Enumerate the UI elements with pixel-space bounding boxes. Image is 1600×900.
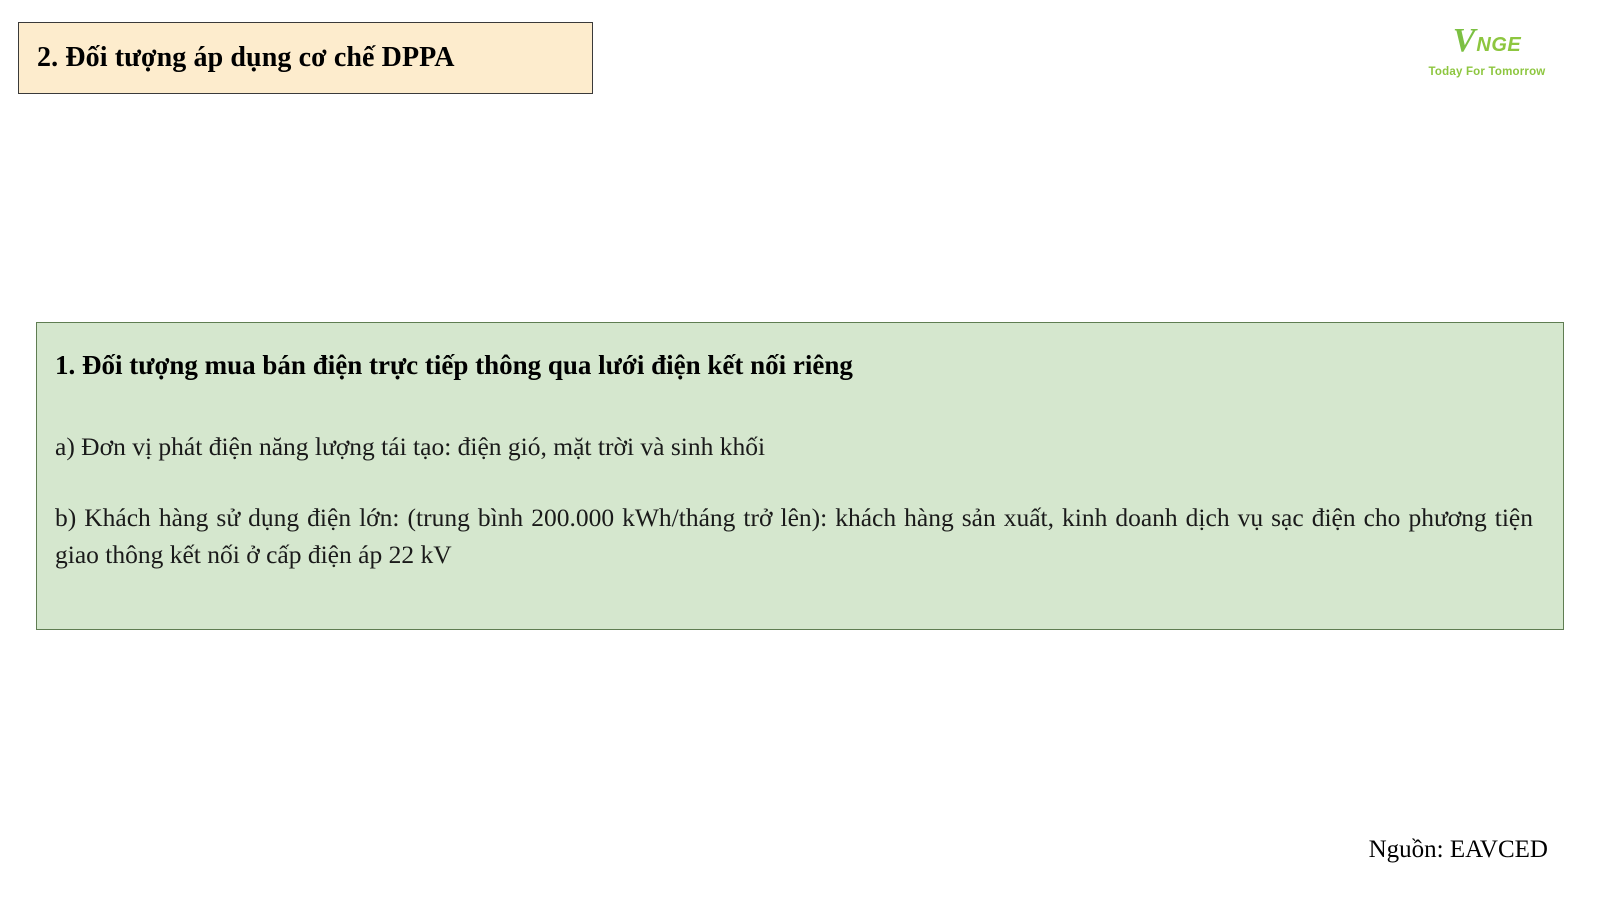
spacer-above-item-b [55, 466, 1533, 500]
logo-name-text: NGE [1476, 34, 1522, 56]
page-title: 2. Đối tượng áp dụng cơ chế DPPA [37, 42, 455, 73]
spacer-above-item-a [55, 393, 1533, 429]
logo-letter-v-icon: V [1452, 22, 1476, 59]
logo-tagline: Today For Tomorrow [1428, 66, 1546, 78]
content-panel [36, 322, 1564, 630]
content-item-b: b) Khách hàng sử dụng điện lớn: (trung bình 200.000 kWh/tháng trở lên): khách hàng sản xuất, kinh doanh dịch vụ sạc điện cho phương tiện giao thông kết nối ở cấp điện áp 22 kV [55, 502, 1533, 569]
company-logo [1422, 24, 1552, 78]
source-note: Nguồn: EAVCED [1368, 836, 1548, 863]
content-item-a: a) Đơn vị phát điện năng lượng tái tạo: điện gió, mặt trời và sinh khối [55, 431, 766, 461]
logo-wordmark [1422, 24, 1552, 58]
content-heading: 1. Đối tượng mua bán điện trực tiếp thông qua lưới điện kết nối riêng [55, 350, 853, 380]
slide-title-box [18, 22, 593, 94]
